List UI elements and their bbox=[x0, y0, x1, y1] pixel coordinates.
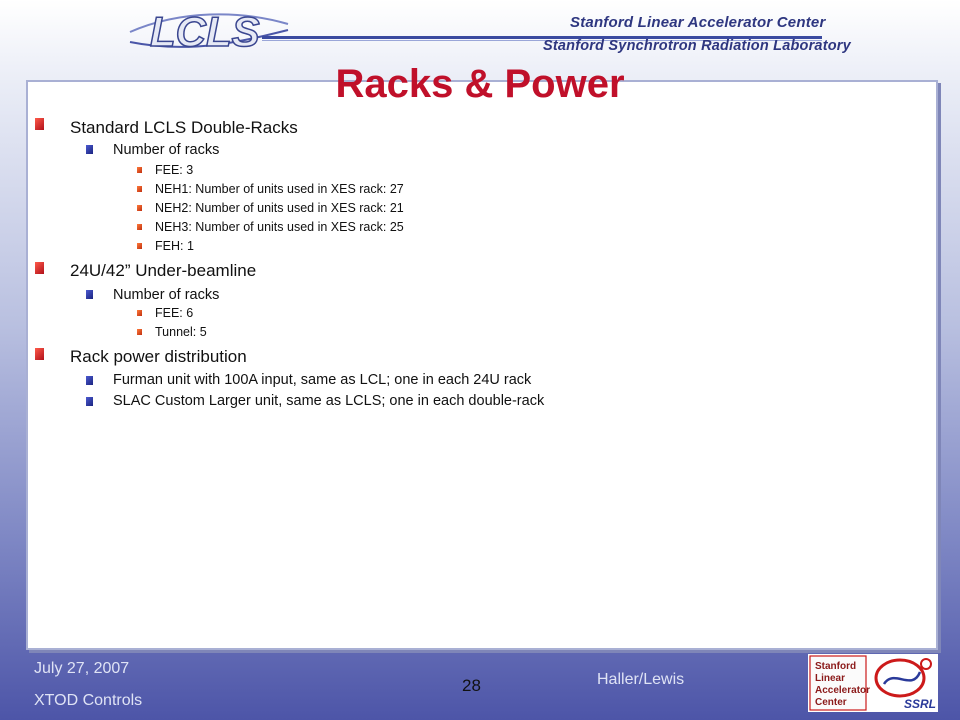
bullet-l3-icon bbox=[137, 310, 142, 316]
bullet-l3-icon bbox=[137, 243, 142, 249]
bullet-l2: Number of racks bbox=[113, 287, 220, 303]
bullet-l3-icon bbox=[137, 167, 142, 173]
org-name-ssrl: Stanford Synchrotron Radiation Laboratory bbox=[543, 38, 851, 54]
logo-line: Stanford bbox=[815, 661, 857, 672]
lcls-logo-text: LCLS bbox=[150, 8, 260, 55]
org-name-slac: Stanford Linear Accelerator Center bbox=[570, 14, 826, 31]
bullet-l3: FEE: 6 bbox=[155, 306, 194, 320]
footer-authors: Haller/Lewis bbox=[597, 671, 685, 688]
bullet-l3: NEH2: Number of units used in XES rack: 21 bbox=[155, 201, 404, 215]
bullet-l3-icon bbox=[137, 205, 142, 211]
bullet-l1-icon bbox=[35, 348, 44, 360]
bullet-l2-icon bbox=[86, 290, 93, 299]
bullet-l1: Standard LCLS Double-Racks bbox=[70, 118, 298, 137]
footer-date: July 27, 2007 bbox=[34, 660, 130, 677]
bullet-l2-icon bbox=[86, 397, 93, 406]
bullet-l1-icon bbox=[35, 262, 44, 274]
bullet-l1: Rack power distribution bbox=[70, 347, 247, 366]
bullet-l3-icon bbox=[137, 329, 142, 335]
bullet-l3-icon bbox=[137, 224, 142, 230]
logo-tag: SSRL bbox=[904, 697, 937, 711]
slide-title: Racks & Power bbox=[335, 62, 625, 106]
page-number: 28 bbox=[462, 676, 481, 695]
bullet-l3: Tunnel: 5 bbox=[155, 325, 207, 339]
slac-ssrl-logo bbox=[808, 654, 938, 712]
bullet-l2: SLAC Custom Larger unit, same as LCLS; one in each double-rack bbox=[113, 393, 545, 409]
lcls-logo bbox=[120, 2, 290, 56]
bullet-l2-icon bbox=[86, 376, 93, 385]
bullet-l3: NEH1: Number of units used in XES rack: 27 bbox=[155, 182, 404, 196]
bullet-l3: FEH: 1 bbox=[155, 239, 194, 253]
bullet-l3: NEH3: Number of units used in XES rack: 25 bbox=[155, 220, 404, 234]
logo-line: Linear bbox=[815, 673, 846, 684]
bullet-l2: Number of racks bbox=[113, 142, 220, 158]
bullet-l2: Furman unit with 100A input, same as LCL; one in each 24U rack bbox=[113, 372, 532, 388]
bullet-l1: 24U/42” Under-beamline bbox=[70, 261, 257, 280]
bullet-l3: FEE: 3 bbox=[155, 163, 194, 177]
logo-line: Accelerator bbox=[815, 685, 871, 696]
bullet-l3-icon bbox=[137, 186, 142, 192]
bullet-l1-icon bbox=[35, 118, 44, 130]
logo-line: Center bbox=[815, 697, 847, 708]
bullet-l2-icon bbox=[86, 145, 93, 154]
footer-project: XTOD Controls bbox=[34, 692, 143, 709]
